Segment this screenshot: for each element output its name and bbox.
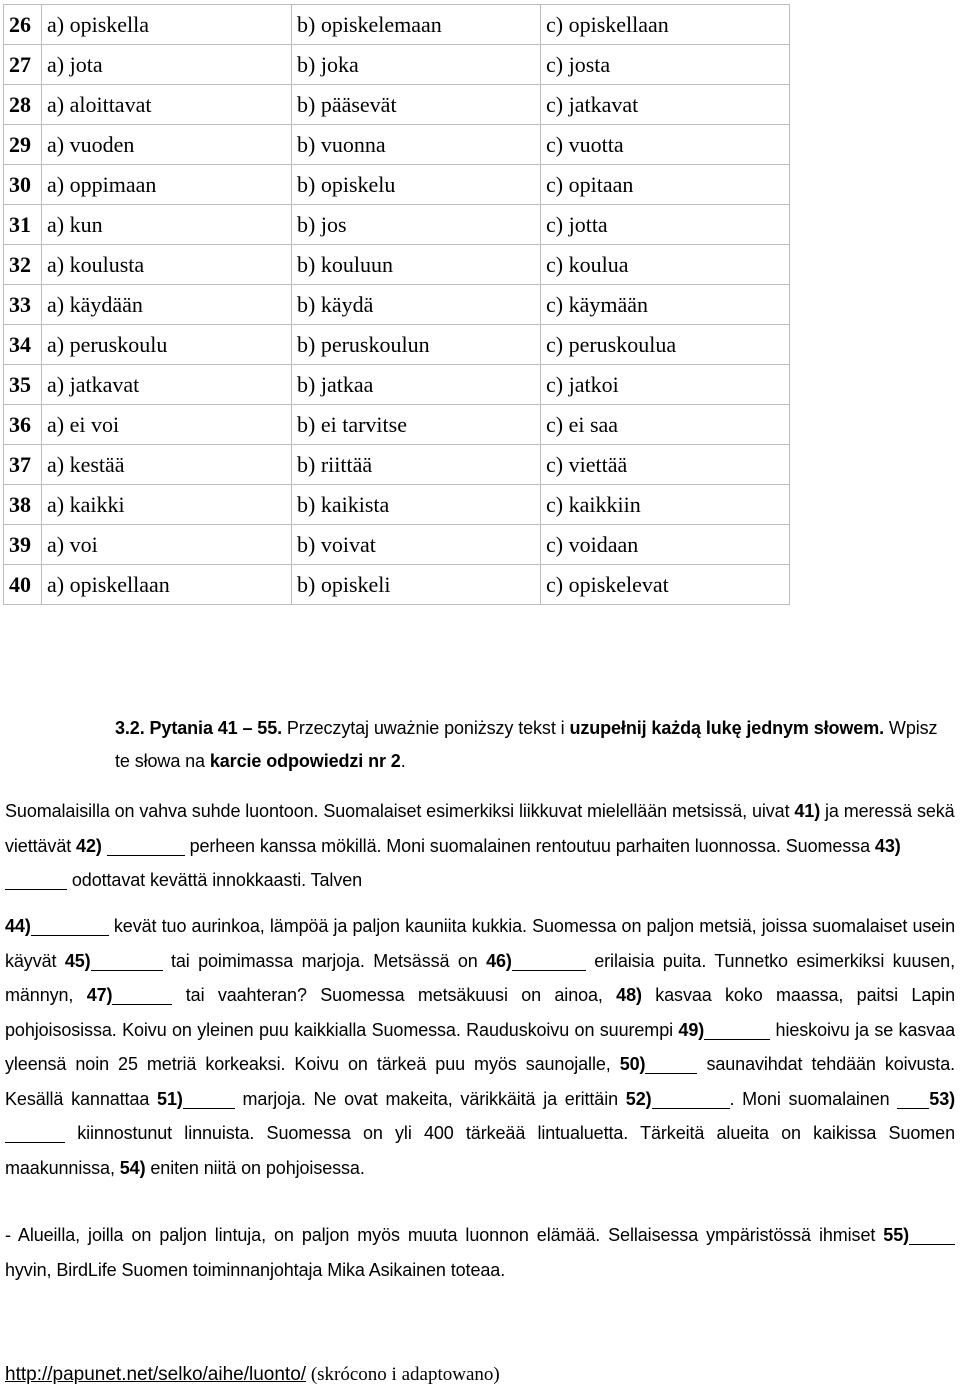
question-number: 36 xyxy=(4,405,42,445)
gap-45: 45) xyxy=(64,950,91,971)
gap-52-blank[interactable] xyxy=(652,1090,730,1109)
gap-54: 54) xyxy=(119,1157,146,1178)
option-a: a) kun xyxy=(42,205,292,245)
option-b: b) opiskelu xyxy=(292,165,541,205)
option-c: c) käymään xyxy=(541,285,790,325)
gap-52: 52) xyxy=(625,1088,652,1109)
gap-53-blank-before[interactable] xyxy=(897,1090,929,1109)
option-b: b) riittää xyxy=(292,445,541,485)
option-c: c) voidaan xyxy=(541,525,790,565)
option-a: a) ei voi xyxy=(42,405,292,445)
option-a: a) voi xyxy=(42,525,292,565)
option-a: a) käydään xyxy=(42,285,292,325)
gap-48: 48) xyxy=(616,985,642,1005)
option-b: b) kouluun xyxy=(292,245,541,285)
gap-44-blank[interactable] xyxy=(31,917,109,936)
gap-49: 49) xyxy=(678,1019,705,1040)
gap-42-blank[interactable] xyxy=(107,837,185,856)
gap-43-blank[interactable] xyxy=(5,871,67,890)
table-row xyxy=(4,205,790,245)
source-link[interactable]: http://papunet.net/selko/aihe/luonto/ xyxy=(5,1364,307,1385)
table-row xyxy=(4,125,790,165)
table-row xyxy=(4,365,790,405)
option-b: b) opiskeli xyxy=(292,565,541,605)
question-number: 32 xyxy=(4,245,42,285)
option-a: a) koulusta xyxy=(42,245,292,285)
table-row xyxy=(4,165,790,205)
table-row xyxy=(4,565,790,605)
table-row xyxy=(4,245,790,285)
table-row xyxy=(4,485,790,525)
gap-44: 44) xyxy=(5,916,31,936)
option-b: b) vuonna xyxy=(292,125,541,165)
question-number: 35 xyxy=(4,365,42,405)
option-c: c) jotta xyxy=(541,205,790,245)
passage-paragraph-1: Suomalaisilla on vahva suhde luontoon. Suomalaiset esimerkiksi liikkuvat mielellään metsissä, uivat 41) ja meressä sekä viettävät 42) perheen kanssa mökillä. Moni suomalainen rentoutuu parhaiten luonnossa. Suomessa 43) odottavat kevättä innokkaasti. Talven xyxy=(5,801,955,890)
gap-41: 41) xyxy=(794,801,821,821)
option-b: b) ei tarvitse xyxy=(292,405,541,445)
gap-53: 53) xyxy=(929,1088,956,1109)
option-c: c) jatkoi xyxy=(541,365,790,405)
option-b: b) peruskoulun xyxy=(292,325,541,365)
question-number: 28 xyxy=(4,85,42,125)
option-b: b) opiskelemaan xyxy=(292,5,541,45)
option-a: a) kestää xyxy=(42,445,292,485)
table-row xyxy=(4,85,790,125)
option-a: a) opiskella xyxy=(42,5,292,45)
gap-43: 43) xyxy=(874,835,901,856)
option-b: b) kaikista xyxy=(292,485,541,525)
option-c: c) opiskelevat xyxy=(541,565,790,605)
option-b: b) joka xyxy=(292,45,541,85)
passage-paragraph-3: - Alueilla, joilla on paljon lintuja, on paljon myös muuta luonnon elämää. Sellaisessa ympäristössä ihmiset 55) hyvin, BirdLife Suomen toiminnanjohtaja Mika Asikainen toteaa. xyxy=(5,1218,955,1287)
option-a: a) aloittavat xyxy=(42,85,292,125)
gap-55: 55) xyxy=(883,1225,909,1245)
gap-42: 42) xyxy=(76,835,102,856)
option-a: a) jota xyxy=(42,45,292,85)
task-section-label: 3.2. Pytania 41 – 55. xyxy=(115,718,283,738)
question-number: 31 xyxy=(4,205,42,245)
gap-45-blank[interactable] xyxy=(91,952,163,971)
option-c: c) opitaan xyxy=(541,165,790,205)
source-footer xyxy=(5,1364,500,1386)
option-c: c) ei saa xyxy=(541,405,790,445)
option-a: a) kaikki xyxy=(42,485,292,525)
option-c: c) koulua xyxy=(541,245,790,285)
table-row xyxy=(4,325,790,365)
question-number: 39 xyxy=(4,525,42,565)
gap-49-blank[interactable] xyxy=(704,1021,770,1040)
table-row xyxy=(4,405,790,445)
option-c: c) josta xyxy=(541,45,790,85)
table-row xyxy=(4,5,790,45)
option-a: a) vuoden xyxy=(42,125,292,165)
passage-paragraph-2: 44) kevät tuo aurinkoa, lämpöä ja paljon kauniita kukkia. Suomessa on paljon metsiä, joissa suomalaiset usein käyvät 45) tai poimimassa marjoja. Metsässä on 46) erilaisia puita. Tunnetko esimerkiksi kuusen, männyn, 47) tai vaahteran? Suomessa metsäkuusi on ainoa, 48) kasvaa koko maassa, paitsi Lapin pohjoisosissa. Koivu on yleinen puu kaikkialla Suomessa. Rauduskoivu on suurempi 49) hieskoivu ja se kasvaa yleensä noin 25 metriä korkeaksi. Koivu on tärkeä puu myös saunojalle, 50) saunavihdat tehdään koivusta. Kesällä kannattaa 51) marjoja. Ne ovat makeita, värikkäitä ja erittäin 52) . Moni suomalainen 53) kiinnostunut linnuista. Suomessa on yli 400 tärkeää lintualuetta. Tärkeitä alueita on kaikissa Suomen maakunnissa, 54) eniten niitä on pohjoisessa. xyxy=(5,916,956,1178)
answer-options-table xyxy=(3,4,790,605)
option-b: b) pääsevät xyxy=(292,85,541,125)
gap-53-blank[interactable] xyxy=(5,1124,65,1143)
option-b: b) jos xyxy=(292,205,541,245)
gap-50: 50) xyxy=(619,1054,646,1074)
gap-50-blank[interactable] xyxy=(645,1055,697,1074)
question-number: 27 xyxy=(4,45,42,85)
question-number: 37 xyxy=(4,445,42,485)
gap-46: 46) xyxy=(486,950,512,971)
option-a: a) opiskellaan xyxy=(42,565,292,605)
question-number: 29 xyxy=(4,125,42,165)
option-a: a) jatkavat xyxy=(42,365,292,405)
option-c: c) peruskoulua xyxy=(541,325,790,365)
option-c: c) opiskellaan xyxy=(541,5,790,45)
question-number: 40 xyxy=(4,565,42,605)
option-b: b) käydä xyxy=(292,285,541,325)
option-c: c) jatkavat xyxy=(541,85,790,125)
question-number: 30 xyxy=(4,165,42,205)
table-row xyxy=(4,45,790,85)
task-instructions: 3.2. Pytania 41 – 55. Przeczytaj uważnie poniższy tekst i uzupełnij każdą lukę jednym słowem. Wpisz te słowa na karcie odpowiedzi nr 2. xyxy=(115,718,938,771)
option-a: a) peruskoulu xyxy=(42,325,292,365)
table-row xyxy=(4,445,790,485)
option-c: c) viettää xyxy=(541,445,790,485)
option-c: c) kaikkiin xyxy=(541,485,790,525)
source-note: (skrócono i adaptowano) xyxy=(306,1364,500,1385)
gap-51: 51) xyxy=(157,1088,183,1109)
option-b: b) voivat xyxy=(292,525,541,565)
gap-46-blank[interactable] xyxy=(512,952,586,971)
question-number: 26 xyxy=(4,5,42,45)
gap-51-blank[interactable] xyxy=(183,1090,235,1109)
question-number: 38 xyxy=(4,485,42,525)
table-row xyxy=(4,285,790,325)
gap-47: 47) xyxy=(86,985,113,1005)
option-c: c) vuotta xyxy=(541,125,790,165)
gap-55-blank[interactable] xyxy=(909,1226,955,1245)
table-row xyxy=(4,525,790,565)
option-a: a) oppimaan xyxy=(42,165,292,205)
question-number: 34 xyxy=(4,325,42,365)
option-b: b) jatkaa xyxy=(292,365,541,405)
question-number: 33 xyxy=(4,285,42,325)
gap-47-blank[interactable] xyxy=(112,986,172,1005)
